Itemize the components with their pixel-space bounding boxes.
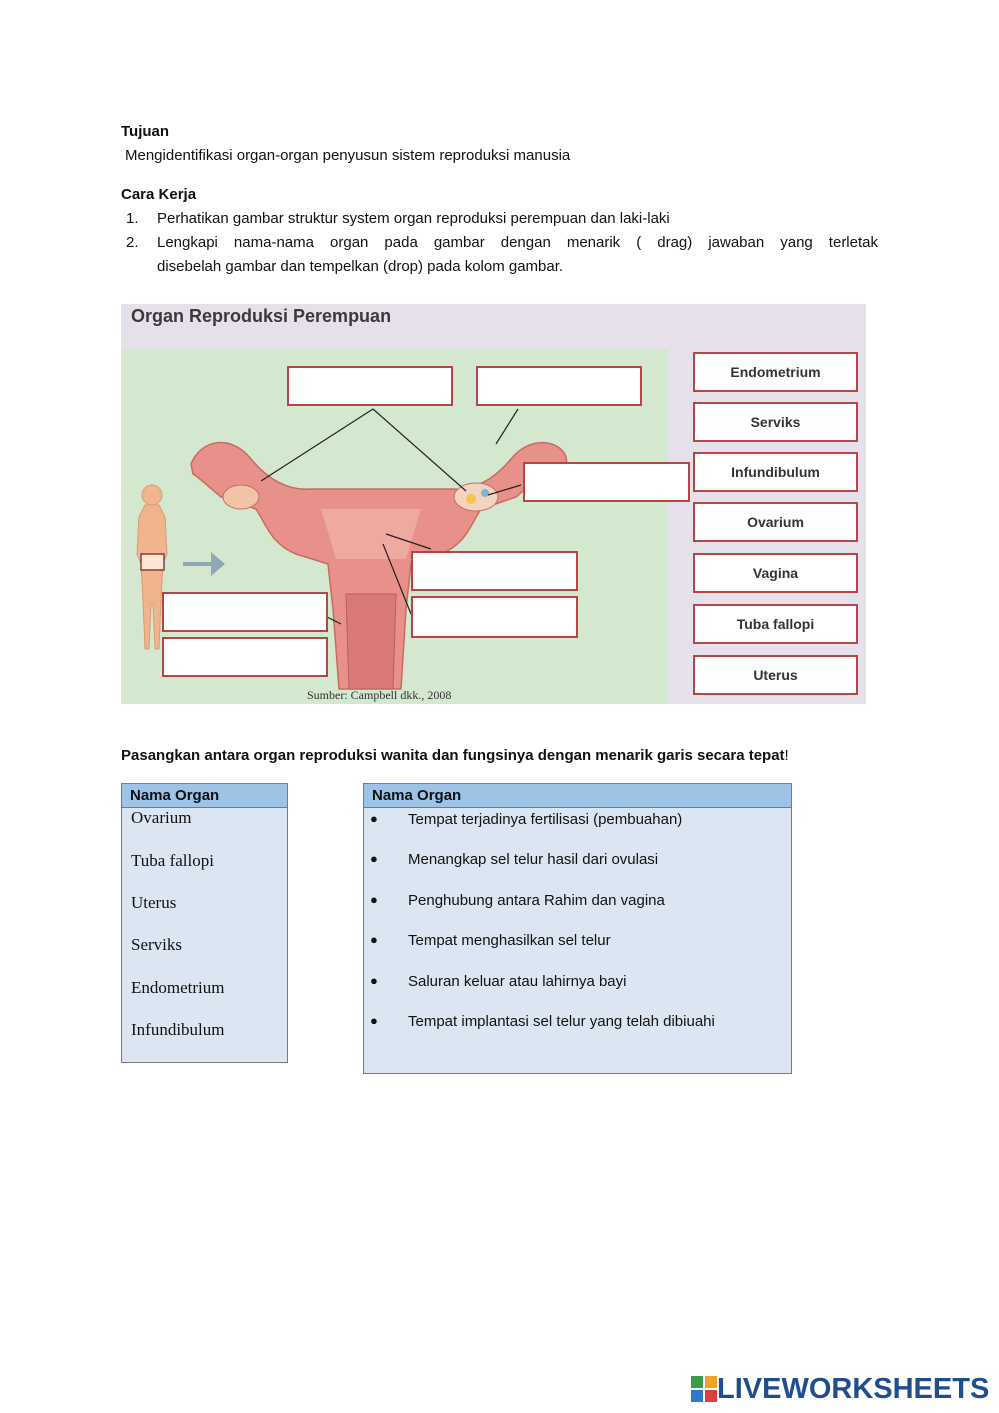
answer-tuba-fallopi[interactable]: Tuba fallopi	[693, 604, 858, 644]
drop-target-1[interactable]	[287, 366, 453, 406]
function-row[interactable]: ● Penghubung antara Rahim dan vagina	[370, 892, 665, 909]
step-text-line-2: disebelah gambar dan tempelkan (drop) pada kolom gambar.	[157, 258, 564, 275]
function-row[interactable]: ● Tempat menghasilkan sel telur	[370, 932, 611, 949]
organ-item[interactable]: Endometrium	[131, 978, 225, 997]
objective-heading: Tujuan	[121, 123, 170, 140]
organ-item[interactable]: Tuba fallopi	[131, 851, 214, 870]
figure-source: Sumber: Campbell dkk., 2008	[307, 688, 452, 702]
instruction-end: !	[784, 747, 789, 764]
organ-item[interactable]: Infundibulum	[131, 1020, 225, 1039]
function-row[interactable]: ● Tempat implantasi sel telur yang telah dibiuahi	[370, 1013, 715, 1030]
arrow-icon	[183, 552, 225, 576]
organ-table	[121, 783, 288, 1063]
step-number: 1.	[126, 210, 139, 227]
function-text: Tempat menghasilkan sel telur	[408, 932, 611, 949]
step-text: Perhatikan gambar struktur system organ reproduksi perempuan dan laki-laki	[157, 210, 670, 227]
drop-target-2[interactable]	[476, 366, 642, 406]
procedure-step-2	[121, 231, 878, 279]
function-row[interactable]: ● Tempat terjadinya fertilisasi (pembuahan)	[370, 811, 683, 828]
answer-vagina[interactable]: Vagina	[693, 553, 858, 593]
objective-text: Mengidentifikasi organ-organ penyusun sistem reproduksi manusia	[125, 147, 571, 164]
organ-item[interactable]: Serviks	[131, 935, 182, 954]
drop-target-6[interactable]	[162, 592, 328, 632]
reproductive-figure	[121, 304, 866, 704]
function-text: Tempat implantasi sel telur yang telah dibiuahi	[408, 1013, 715, 1030]
drop-target-5[interactable]	[411, 596, 578, 638]
function-text: Tempat terjadinya fertilisasi (pembuahan)	[408, 811, 683, 828]
organ-item[interactable]: Ovarium	[131, 808, 192, 827]
organ-table-header: Nama Organ	[122, 784, 287, 808]
instruction-bold: Pasangkan antara organ reproduksi wanita dan fungsinya dengan menarik garis secara tepat	[121, 747, 785, 764]
figure-title: Organ Reproduksi Perempuan	[131, 306, 392, 326]
function-text: Penghubung antara Rahim dan vagina	[408, 892, 665, 909]
answer-infundibulum[interactable]: Infundibulum	[693, 452, 858, 492]
step-text-line-1: Lengkapi nama-nama organ pada gambar dengan menarik ( drag) jawaban yang terletak	[157, 234, 878, 251]
function-row[interactable]: ● Saluran keluar atau lahirnya bayi	[370, 973, 627, 990]
organ-item[interactable]: Uterus	[131, 893, 177, 912]
drop-target-4[interactable]	[411, 551, 578, 591]
drop-target-7[interactable]	[162, 637, 328, 677]
function-row[interactable]: ● Menangkap sel telur hasil dari ovulasi	[370, 851, 659, 868]
answer-endometrium[interactable]: Endometrium	[693, 352, 858, 392]
function-table-header: Nama Organ	[364, 784, 791, 808]
procedure-step-1	[121, 207, 878, 231]
answer-serviks[interactable]: Serviks	[693, 402, 858, 442]
function-table	[363, 783, 792, 1074]
drop-target-3[interactable]	[523, 462, 690, 502]
function-text: Menangkap sel telur hasil dari ovulasi	[408, 851, 659, 868]
answer-uterus[interactable]: Uterus	[693, 655, 858, 695]
function-text: Saluran keluar atau lahirnya bayi	[408, 973, 627, 990]
body-marker	[141, 554, 164, 570]
matching-instruction	[121, 747, 789, 764]
step-number: 2.	[126, 234, 139, 251]
logo-text: LIVEWORKSHEETS	[717, 1372, 990, 1405]
liveworksheets-logo	[691, 1374, 989, 1404]
answer-ovarium[interactable]: Ovarium	[693, 502, 858, 542]
procedure-heading: Cara Kerja	[121, 186, 197, 203]
logo-icon	[691, 1376, 717, 1402]
